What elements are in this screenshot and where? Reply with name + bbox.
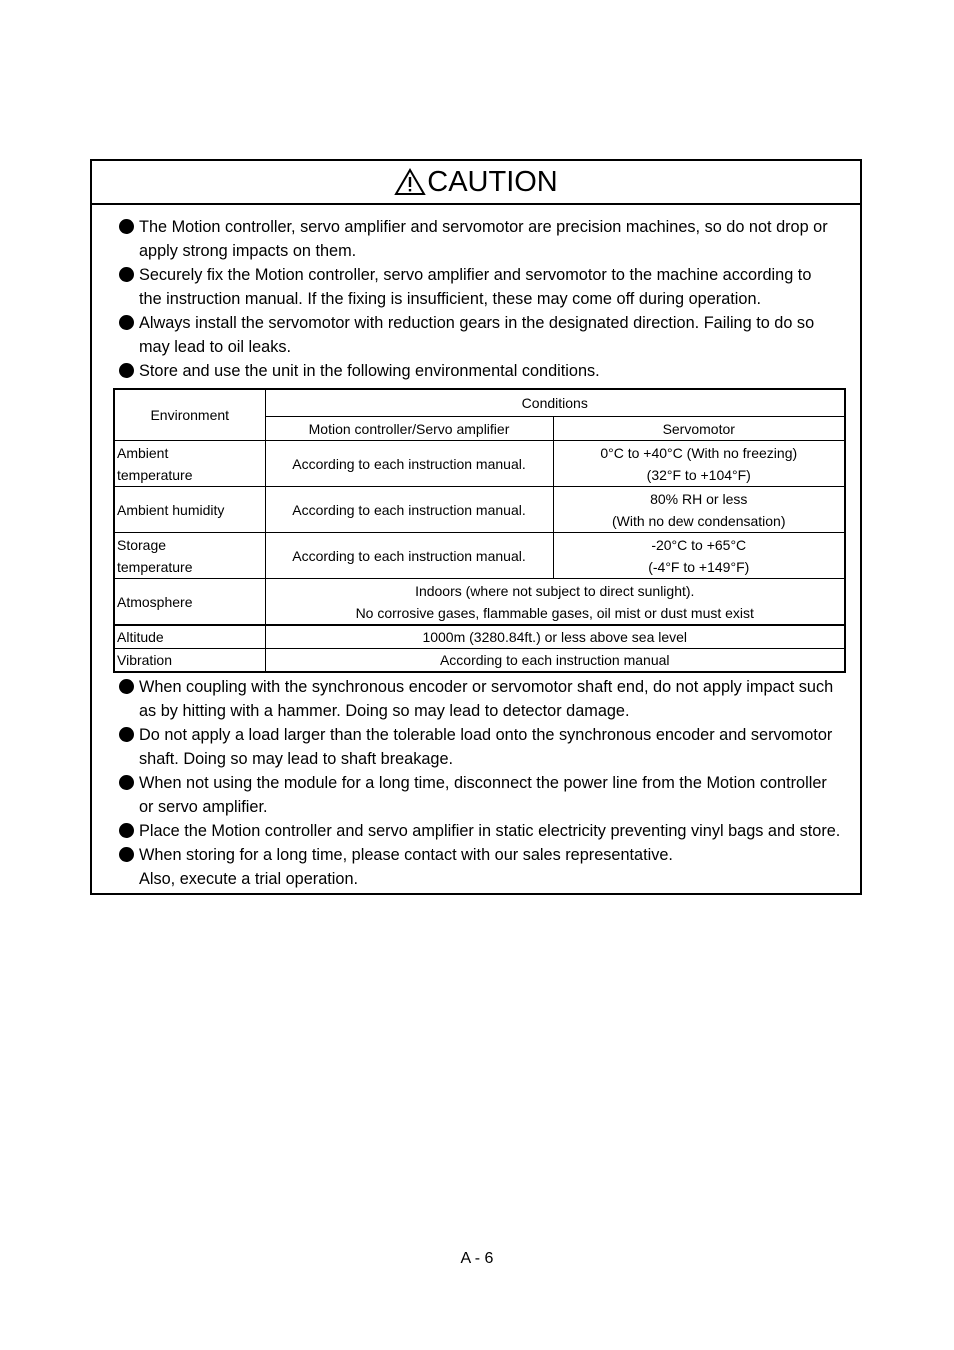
bullet-text-line: Always install the servomotor with reduction gears in the designated direction. Failing to do so xyxy=(139,314,815,332)
conditions-cell: Indoors (where not subject to direct sunlight). No corrosive gases, flammable gases, oil mist or dust must exist xyxy=(265,579,845,626)
bullet-dot-icon xyxy=(119,847,134,862)
environment-table xyxy=(113,388,846,673)
bullet-item xyxy=(119,675,854,723)
bullet-text-line: Do not apply a load larger than the tolerable load onto the synchronous encoder and servomotor xyxy=(139,726,833,744)
bullet-dot-icon xyxy=(119,267,134,282)
bullet-text-line: Securely fix the Motion controller, servo amplifier and servomotor to the machine according to xyxy=(139,266,812,284)
bullet-text-line: Place the Motion controller and servo amplifier in static electricity preventing vinyl bags and store. xyxy=(139,822,841,840)
env-cell: Vibration xyxy=(114,649,265,673)
page-number: A - 6 xyxy=(460,1250,494,1267)
env-cell: Ambient humidity xyxy=(114,487,265,533)
bullet-text-line: may lead to oil leaks. xyxy=(139,338,292,356)
bullet-text-line: When coupling with the synchronous encoder or servomotor shaft end, do not apply impact such xyxy=(139,678,834,696)
bullet-item xyxy=(119,215,854,263)
bullet-text-line: When not using the module for a long time, disconnect the power line from the Motion controller xyxy=(139,774,827,792)
bullet-dot-icon xyxy=(119,679,134,694)
table-header-row xyxy=(114,389,845,417)
bullet-item xyxy=(119,843,854,891)
env-cell: Ambient temperature xyxy=(114,441,265,487)
bullet-text-line: shaft. Doing so may lead to shaft breakage. xyxy=(139,750,454,768)
table-row xyxy=(114,649,845,673)
caution-box xyxy=(90,159,862,895)
bullet-dot-icon xyxy=(119,219,134,234)
bullet-item xyxy=(119,771,854,819)
servo-cell: 0°C to +40°C (With no freezing) (32°F to +104°F) xyxy=(553,441,845,487)
bullet-dot-icon xyxy=(119,775,134,790)
env-cell: Altitude xyxy=(114,625,265,649)
bullet-text-line: Store and use the unit in the following environmental conditions. xyxy=(139,362,600,380)
motion-cell: According to each instruction manual. xyxy=(265,487,553,533)
bullet-text-line: apply strong impacts on them. xyxy=(139,242,357,260)
bullet-dot-icon xyxy=(119,823,134,838)
table-row xyxy=(114,487,845,533)
bullet-item xyxy=(119,311,854,359)
bullet-list-after xyxy=(119,675,854,891)
table-row xyxy=(114,441,845,487)
motion-cell: According to each instruction manual. xyxy=(265,533,553,579)
bullet-dot-icon xyxy=(119,315,134,330)
bullet-text-line: the instruction manual. If the fixing is insufficient, these may come off during operation. xyxy=(139,290,762,308)
bullet-text-line: as by hitting with a hammer. Doing so may lead to detector damage. xyxy=(139,702,630,720)
header-servomotor: Servomotor xyxy=(553,417,845,441)
bullet-text-line: The Motion controller, servo amplifier and servomotor are precision machines, so do not drop or xyxy=(139,218,828,236)
bullet-item xyxy=(119,359,854,383)
table-row xyxy=(114,533,845,579)
table-row xyxy=(114,579,845,626)
header-conditions: Conditions xyxy=(265,389,845,417)
bullet-item xyxy=(119,263,854,311)
servo-cell: -20°C to +65°C (-4°F to +149°F) xyxy=(553,533,845,579)
motion-cell: According to each instruction manual. xyxy=(265,441,553,487)
bullet-list-before xyxy=(119,215,854,383)
header-environment: Environment xyxy=(114,389,265,441)
bullet-dot-icon xyxy=(119,363,134,378)
bullet-text-line: When storing for a long time, please contact with our sales representative. xyxy=(139,846,673,864)
bullet-text-line: Also, execute a trial operation. xyxy=(139,870,359,888)
bullet-dot-icon xyxy=(119,727,134,742)
servo-cell: 80% RH or less (With no dew condensation) xyxy=(553,487,845,533)
bullet-item xyxy=(119,723,854,771)
header-motion-controller: Motion controller/Servo amplifier xyxy=(265,417,553,441)
warning-triangle-icon xyxy=(394,168,426,196)
bullet-item xyxy=(119,819,854,843)
caution-header xyxy=(92,161,860,205)
env-cell: Storage temperature xyxy=(114,533,265,579)
bullet-text-line: or servo amplifier. xyxy=(139,798,268,816)
conditions-cell: 1000m (3280.84ft.) or less above sea level xyxy=(265,625,845,649)
caution-title: CAUTION xyxy=(427,166,558,198)
table-row xyxy=(114,625,845,649)
env-cell: Atmosphere xyxy=(114,579,265,626)
conditions-cell: According to each instruction manual xyxy=(265,649,845,673)
